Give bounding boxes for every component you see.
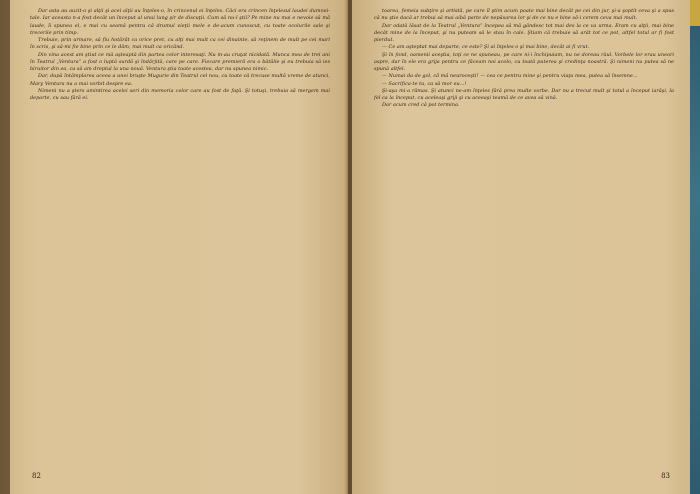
page-number-left: 82: [32, 472, 41, 480]
paragraph: toarea, femeia subţire şi artistă, pe care îl ştim acum poate mai bine decât pe cei din jur, şi-a şoptit ceva şi a spus că nu ştie dacă ar trebui să mai aibă parte de nepăsarea lor şi de ce nu e bine să-i cerem ceva mai mult.: [374, 8, 674, 22]
left-page: [10, 0, 348, 494]
paragraph: Dar, după întâmplarea aceea a unei bruşte Mugurie din Teatrul cel nou, cu toate că trecuse multă vreme de atunci, Mary Ventura nu a mai vorbit despre ea.: [30, 73, 330, 87]
left-page-text: [30, 8, 330, 458]
bookmark-tab: [690, 0, 700, 26]
background-edge: [690, 0, 700, 494]
right-page-text: [374, 8, 674, 458]
paragraph: — Ce am aşteptat mai departe, ce este? Şi ai înţeles-o şi mai bine, decât ai fi vrut.: [382, 44, 590, 51]
paragraph: Dar acum cred că pot termina.: [382, 102, 460, 109]
paragraph: Şi-aşa mi-a rămas. Şi atunci ne-am înţeles fără prea multe vorbe. Dar nu a trecut mult şi totul a început iarăşi, la fel ca la început, cu aceleaşi griji şi cu aceeaşi teamă de ce avea să vină.: [374, 87, 674, 101]
paragraph: Din vina acest am ştiut ce mă aşteaptă din partea celor interesaţi. Nu m-au cruţat nicidată. Munca mea de trei ani în Teatrul „Ventura” a fost o luptă surdă şi îndârjită, care pe care. Fiecare premieră era o bătălie şi eu trebuia să ies biruitor din ea, ca să am dreptul la una nouă. Ventura ştia toate acestea, dar nu spunea nimic.: [30, 51, 330, 72]
paragraph: — Numai da de gol, cã mã neuroceşti! — cea ce pentru mine şi pentru viaţa mea, putea să însemne...: [382, 73, 638, 80]
page-number-right: 83: [661, 472, 670, 480]
paragraph: Dar odată lăsat de la Teatrul „Ventura” începea să mă gândesc tot mai des la ce va urma. Eram cu alţii, mai bine decât mine de la început, şi nu puteam să le stau în cale. Ştiam că trebuie să arăt tot ce pot, altfel totul ar fi fost pierdut.: [374, 22, 674, 43]
paragraph: Dar asta au auzit-o şi alţii şi acei alţii au înţeles-o, în crincenul ei înţeles. Căci era crincen înţelesul laudei dumnei-tale. Iar aceasta n-a fost decât un început al unui lung şir de discuţii. Cum să nu-l ştii? Pe mine nu mai e nevoie să mă laude, îi spunea el, e mai cu seamă pentru că drumul vieţii mele e de-acum cunoscut, cu toate ocolurile sale şi trecerile prin timp.: [30, 8, 330, 36]
paragraph: Trebuie, prin urmare, să fiu hotărât ca orice pret, cu alţi mai mult ca cei dinainte, să reţinem de mult pe cei mari în scris, şi să-mi fie bine prin ce le dăm, mai mult ca oricând.: [30, 37, 330, 51]
paragraph: Şi în fond, oamenii aceştia, toţi ce ne spuneau, pe care ni-i închipuiam, nu ne doreau răul. Vorbele lor erau uneori aspre, dar în ele era grija pentru ce făceam noi acolo, cu toată puterea şi credinţa noastră. Şi nimeni nu putea să ne spună altfel.: [374, 51, 674, 72]
paragraph: — Sacrifica-te tu, ca să mor eu...!: [382, 80, 467, 87]
paragraph: Nimeni nu a şters amintirea acelei seri din memoria celor care au fost de faţă. Şi totuşi, trebuia să mergem mai departe, cu sau fără ei.: [30, 87, 330, 101]
right-page: [352, 0, 690, 494]
